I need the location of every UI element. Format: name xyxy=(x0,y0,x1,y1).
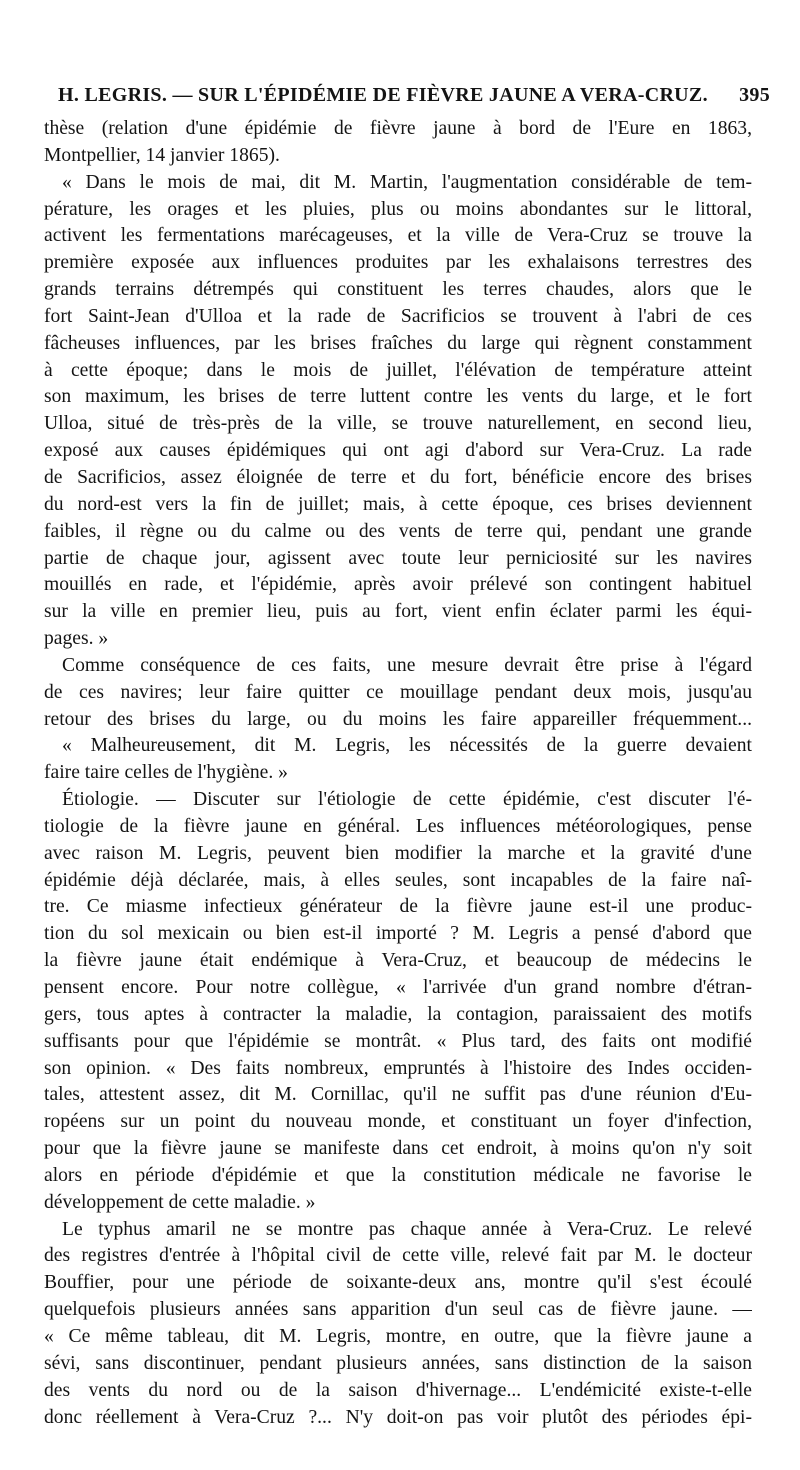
text-line: première exposée aux influences produites par les exhalaisons terrestres des xyxy=(44,252,752,274)
text-line: « Malheureusement, dit M. Legris, les nécessités de la guerre devaient xyxy=(62,735,752,757)
text-line: pérature, les orages et les pluies, plus ou moins abondantes sur le littoral, xyxy=(44,198,752,220)
text-line: des vents du nord ou de la saison d'hivernage... L'endémicité existe-t-elle xyxy=(44,1379,752,1401)
text-line: son maximum, les brises de terre luttent contre les vents du large, et le fort xyxy=(44,386,752,408)
text-line: alors en période d'épidémie et que la constitution médicale ne favorise le xyxy=(44,1164,752,1186)
text-line: Bouffier, pour une période de soixante-deux ans, montre qu'il s'est écoulé xyxy=(44,1272,752,1294)
text-line: grands terrains détrempés qui constituent les terres chaudes, alors que le xyxy=(44,279,752,301)
text-line: donc réellement à Vera-Cruz ?... N'y doit-on pas voir plutôt des périodes épi- xyxy=(44,1406,752,1428)
text-line: faire taire celles de l'hygiène. » xyxy=(44,762,288,784)
text-line: à cette époque; dans le mois de juillet, l'élévation de température atteint xyxy=(44,359,752,381)
text-line: Comme conséquence de ces faits, une mesure devrait être prise à l'égard xyxy=(62,654,752,676)
text-line: retour des brises du large, ou du moins les faire appareiller fréquemment... xyxy=(44,708,752,730)
text-line: développement de cette maladie. » xyxy=(44,1191,316,1213)
text-line: sur la ville en premier lieu, puis au fort, vient enfin éclater parmi les équi- xyxy=(44,601,752,623)
text-line: pages. » xyxy=(44,628,109,650)
text-line: Le typhus amaril ne se montre pas chaque année à Vera-Cruz. Le relevé xyxy=(62,1218,752,1240)
text-line: son opinion. « Des faits nombreux, empruntés à l'histoire des Indes occiden- xyxy=(44,1057,752,1079)
text-line: ropéens sur un point du nouveau monde, et constituant un foyer d'infection, xyxy=(44,1111,752,1133)
running-title: H. LEGRIS. — SUR L'ÉPIDÉMIE DE FIÈVRE JAUNE A VERA-CRUZ. xyxy=(58,84,708,106)
text-line: tre. Ce miasme infectieux générateur de la fièvre jaune est-il une produc- xyxy=(44,896,752,918)
page-header xyxy=(58,84,770,114)
text-line: tales, attestent assez, dit M. Cornillac, qu'il ne suffit pas d'une réunion d'Eu- xyxy=(44,1084,752,1106)
page-number: 395 xyxy=(739,84,770,106)
text-line: pour que la fièvre jaune se manifeste dans cet endroit, à moins qu'on n'y soit xyxy=(44,1138,752,1160)
text-line: Étiologie. — Discuter sur l'étiologie de cette épidémie, c'est discuter l'é- xyxy=(62,789,752,811)
text-line: Montpellier, 14 janvier 1865). xyxy=(44,144,280,166)
text-line: pensent encore. Pour notre collègue, « l'arrivée d'un grand nombre d'étran- xyxy=(44,977,752,998)
text-line: suffisants pour que l'épidémie se montrât. « Plus tard, des faits ont modifié xyxy=(44,1030,752,1052)
text-line: mouillés en rade, et l'épidémie, après avoir prélevé son contingent habituel xyxy=(44,574,752,596)
text-line: des registres d'entrée à l'hôpital civil de cette ville, relevé fait par M. le docteur xyxy=(44,1245,752,1267)
text-line: la fièvre jaune était endémique à Vera-Cruz, et beaucoup de médecins le xyxy=(44,950,752,972)
text-line: Ulloa, situé de très-près de la ville, se trouve naturellement, en second lieu, xyxy=(44,413,752,435)
text-line: de Sacrificios, assez éloignée de terre et du fort, bénéficie encore des brises xyxy=(44,466,752,488)
text-line: sévi, sans discontinuer, pendant plusieurs années, sans distinction de la saison xyxy=(44,1352,752,1374)
text-line: « Dans le mois de mai, dit M. Martin, l'augmentation considérable de tem- xyxy=(62,171,752,193)
text-line: du nord-est vers la fin de juillet; mais, à cette époque, ces brises deviennent xyxy=(44,493,752,515)
text-line: de ces navires; leur faire quitter ce mouillage pendant deux mois, jusqu'au xyxy=(44,681,752,703)
text-line: gers, tous aptes à contracter la maladie, la contagion, paraissaient des motifs xyxy=(44,1003,752,1025)
text-line: thèse (relation d'une épidémie de fièvre jaune à bord de l'Eure en 1863, xyxy=(44,118,752,139)
text-line: « Ce même tableau, dit M. Legris, montre, en outre, que la fièvre jaune a xyxy=(44,1325,752,1347)
text-line: épidémie déjà déclarée, mais, à elles seules, sont incapables de la faire naî- xyxy=(44,869,752,891)
text-line: faibles, il règne ou du calme ou des vents de terre qui, pendant une grande xyxy=(44,520,752,542)
text-line: tion du sol mexicain ou bien est-il importé ? M. Legris a pensé d'abord que xyxy=(44,923,752,945)
text-line: fâcheuses influences, par les brises fraîches du large qui règnent constamment xyxy=(44,332,752,354)
text-line: partie de chaque jour, agissent avec toute leur perniciosité sur les navires xyxy=(44,547,752,569)
text-line: activent les fermentations marécageuses, et la ville de Vera-Cruz se trouve la xyxy=(44,225,752,247)
body-text xyxy=(44,116,752,1431)
text-line: exposé aux causes épidémiques qui ont agi d'abord sur Vera-Cruz. La rade xyxy=(44,440,752,462)
text-line: tiologie de la fièvre jaune en général. Les influences météorologiques, pense xyxy=(44,815,752,837)
text-line: quelquefois plusieurs années sans apparition d'un seul cas de fièvre jaune. — xyxy=(44,1299,752,1321)
text-line: fort Saint-Jean d'Ulloa et la rade de Sacrificios se trouvent à l'abri de ces xyxy=(44,305,752,327)
text-line: avec raison M. Legris, peuvent bien modifier la marche et la gravité d'une xyxy=(44,842,752,864)
